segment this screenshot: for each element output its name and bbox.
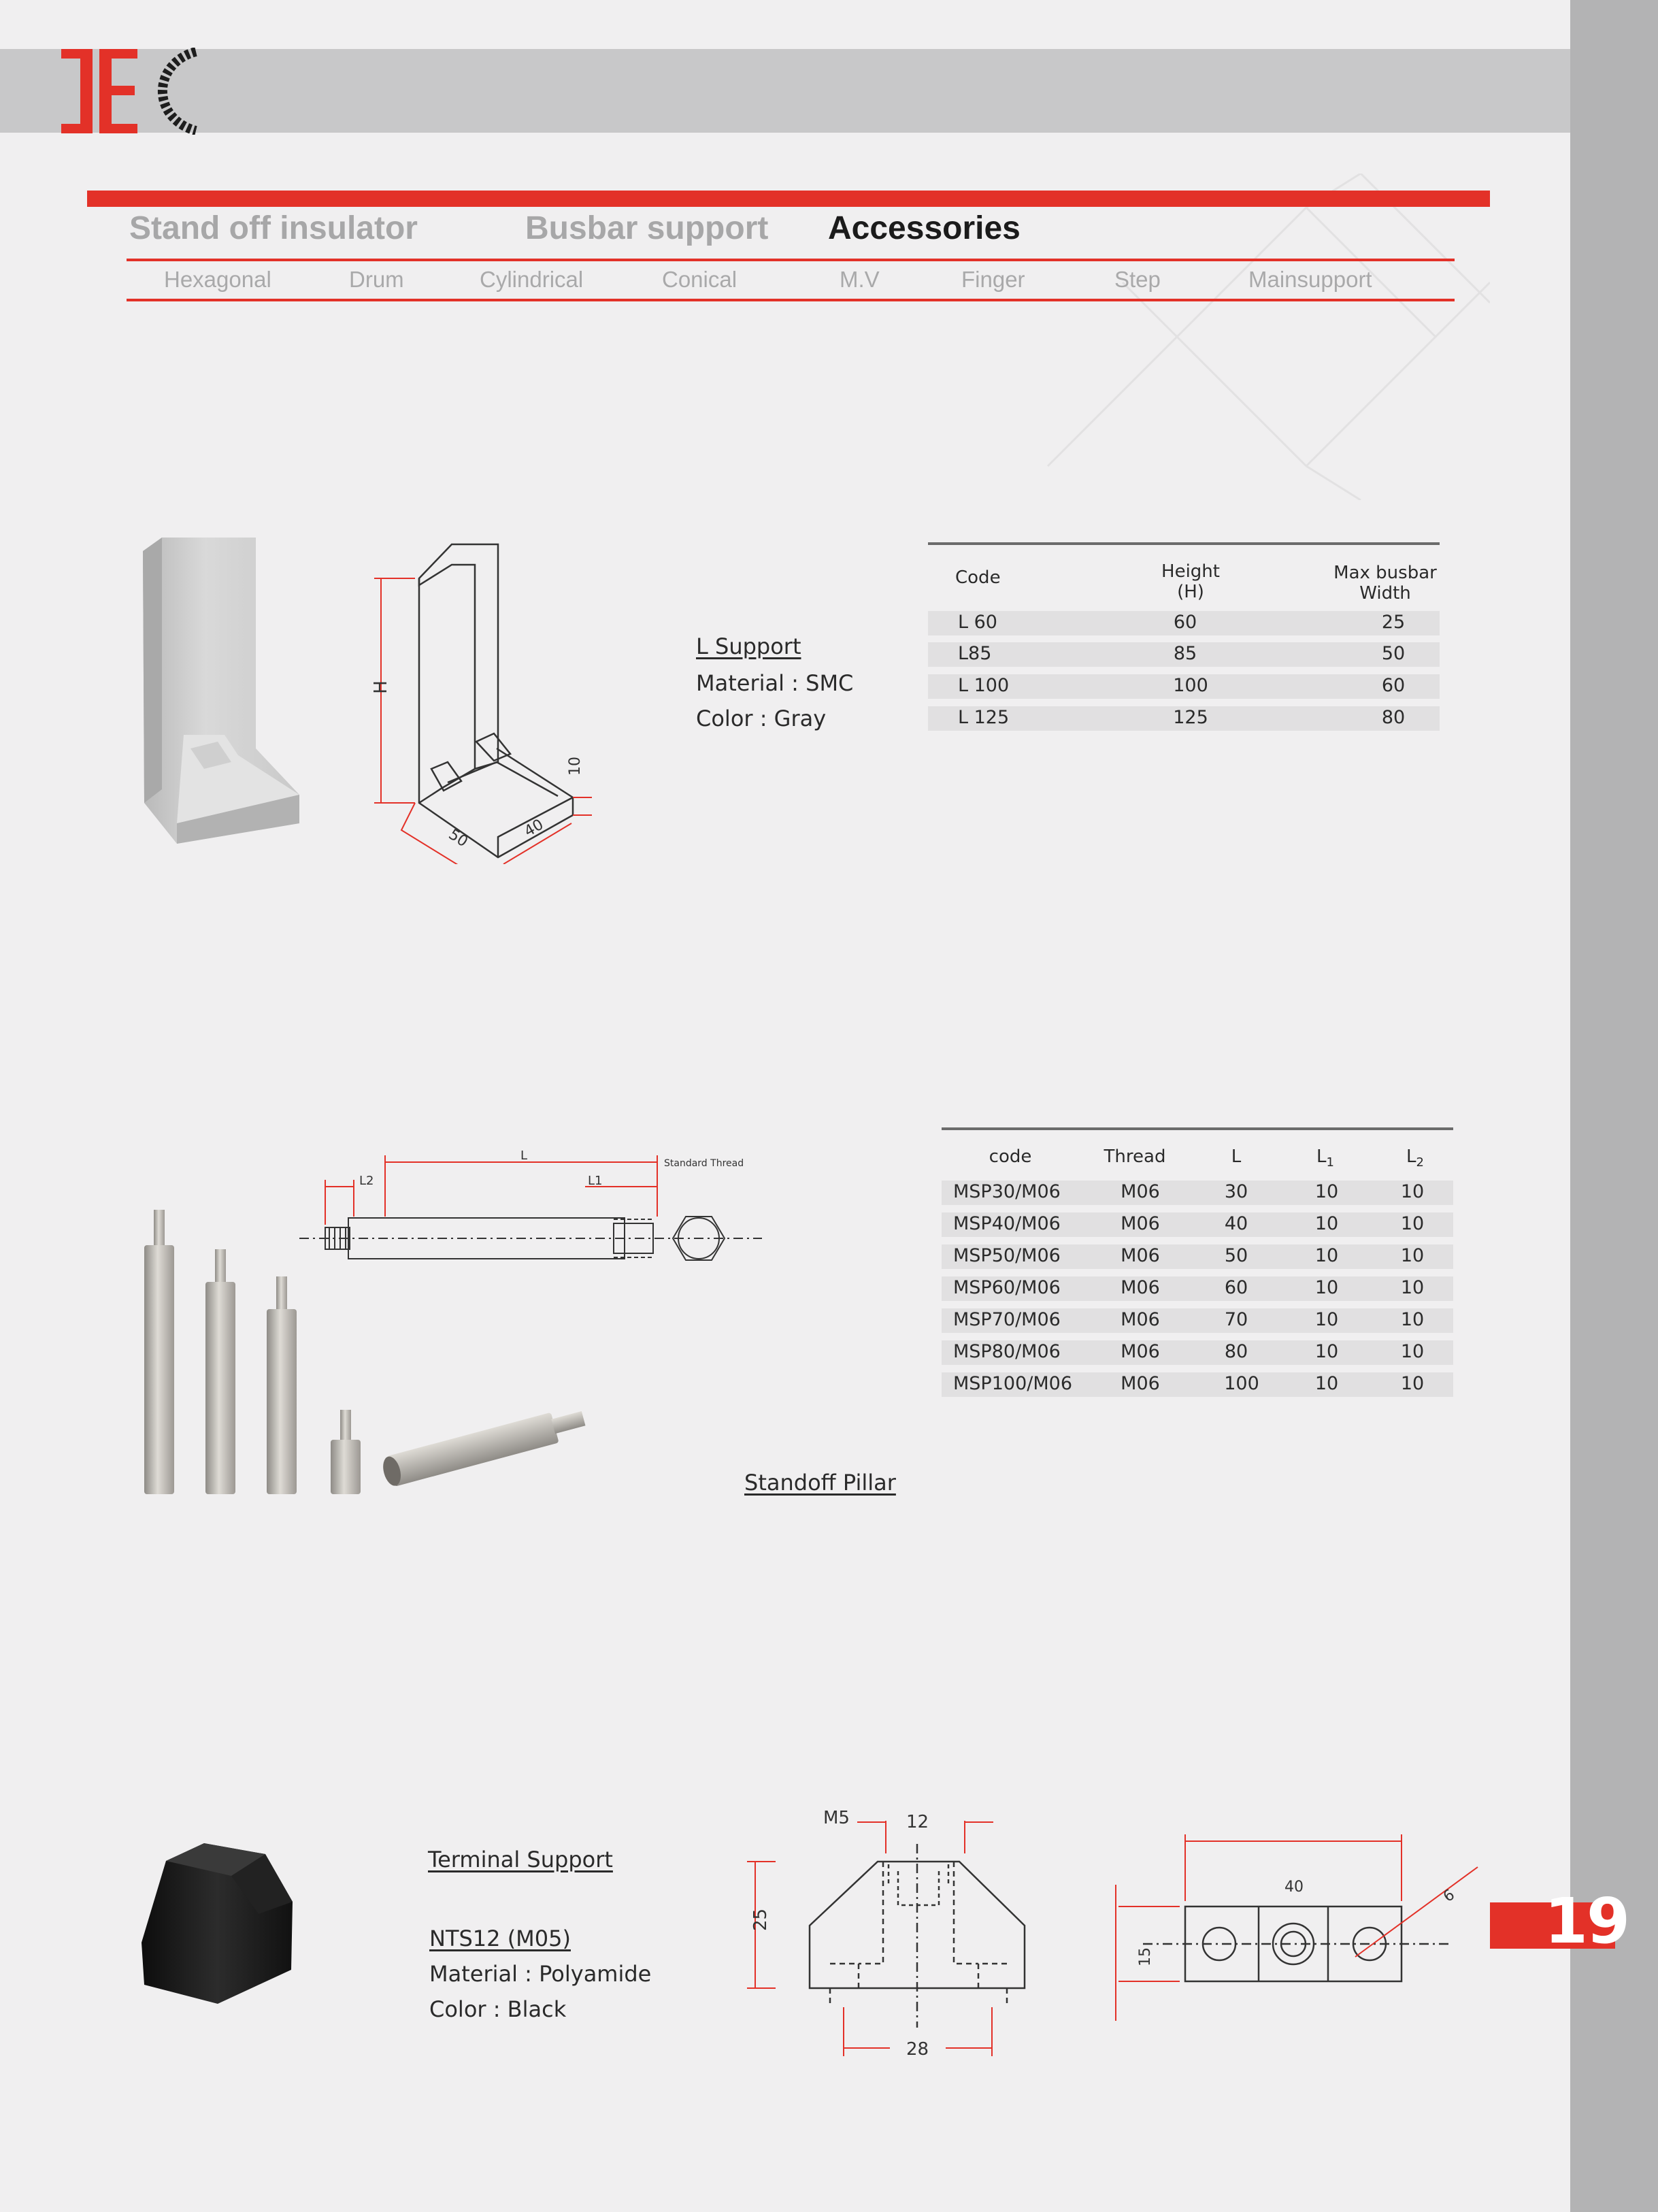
standoff-table-header-l: L — [1231, 1146, 1242, 1167]
standoff-cell-l: 50 — [1224, 1245, 1248, 1266]
terminal-front-dim-25: 25 — [750, 1908, 771, 1931]
l-table-cell-width: 60 — [1381, 675, 1406, 696]
l-table-cell-code: L85 — [958, 643, 992, 664]
l-support-dim-10: 10 — [567, 757, 584, 776]
standoff-cell-l1: 10 — [1314, 1213, 1339, 1234]
standoff-cell-thread: M06 — [1121, 1245, 1160, 1266]
l-support-photo — [136, 531, 313, 857]
l-table-cell-height: 60 — [1173, 612, 1197, 633]
page-number: 19 — [1544, 1885, 1629, 1958]
l-support-title: L Support — [696, 633, 801, 659]
terminal-front-dim-12: 12 — [906, 1812, 929, 1832]
terminal-support-photo — [136, 1834, 299, 2011]
standoff-cell-l2: 10 — [1400, 1309, 1425, 1330]
standoff-cell-l2: 10 — [1400, 1245, 1425, 1266]
standoff-cell-code: MSP100/M06 — [953, 1373, 1072, 1394]
standoff-cell-l: 100 — [1224, 1373, 1259, 1394]
terminal-support-color: Color : Black — [429, 1996, 567, 2022]
category-stand-off-insulator[interactable]: Stand off insulator — [129, 210, 418, 246]
standoff-header-l2-sub: 2 — [1416, 1155, 1424, 1170]
l-table-header-width-line1: Max busbar — [1333, 563, 1437, 583]
standoff-dim-l2: L2 — [359, 1174, 374, 1188]
l-support-color: Color : Gray — [696, 706, 827, 731]
l-support-dim-h: H — [371, 680, 391, 694]
category-accessories[interactable]: Accessories — [828, 210, 1021, 246]
l-table-header-code: Code — [955, 567, 1001, 588]
standoff-cell-l: 70 — [1224, 1309, 1248, 1330]
terminal-support-title: Terminal Support — [428, 1847, 613, 1872]
standoff-dim-l1: L1 — [588, 1174, 603, 1188]
category-busbar-support[interactable]: Busbar support — [525, 210, 769, 246]
terminal-front-dim-28: 28 — [906, 2039, 929, 2060]
l-table-header-width-line2: Width — [1359, 582, 1411, 604]
standoff-table-top-rule — [942, 1127, 1453, 1130]
l-table-cell-width: 80 — [1381, 707, 1406, 728]
standoff-cell-thread: M06 — [1121, 1277, 1160, 1298]
l-table-header-width — [1333, 563, 1437, 604]
l-support-drawing — [361, 538, 606, 864]
standoff-cell-l1: 10 — [1314, 1245, 1339, 1266]
standoff-cell-l2: 10 — [1400, 1341, 1425, 1362]
l-table-cell-width: 25 — [1381, 612, 1406, 633]
l-table-top-rule — [928, 542, 1440, 545]
standoff-cell-l: 80 — [1224, 1341, 1248, 1362]
standoff-dim-l: L — [520, 1149, 528, 1163]
standoff-cell-l: 60 — [1224, 1277, 1248, 1298]
subnav-drum[interactable]: Drum — [349, 267, 404, 292]
l-table-cell-height: 100 — [1173, 675, 1208, 696]
company-logo-icon — [60, 48, 203, 135]
standoff-pillar-drawing — [299, 1149, 789, 1278]
terminal-front-dim-m5: M5 — [823, 1808, 850, 1828]
standoff-header-l2-base: L — [1406, 1146, 1416, 1167]
l-support-dim-40: 40 — [521, 816, 547, 841]
standoff-cell-l2: 10 — [1400, 1181, 1425, 1202]
subnav-step[interactable]: Step — [1114, 267, 1161, 292]
subnav-mv[interactable]: M.V — [840, 267, 880, 292]
l-table-cell-code: L 60 — [958, 612, 997, 633]
standoff-cell-thread: M06 — [1121, 1181, 1160, 1202]
terminal-front-drawing — [735, 1803, 1048, 2068]
background-diamond-pattern — [1041, 174, 1490, 500]
standoff-cell-l2: 10 — [1400, 1213, 1425, 1234]
standoff-cell-code: MSP60/M06 — [953, 1277, 1061, 1298]
l-table-header-height-line1: Height — [1161, 561, 1220, 582]
standoff-cell-thread: M06 — [1121, 1309, 1160, 1330]
l-table-cell-width: 50 — [1381, 643, 1406, 664]
l-table-cell-height: 125 — [1173, 707, 1208, 728]
subnav-cylindrical[interactable]: Cylindrical — [480, 267, 584, 292]
subnav-hexagonal[interactable]: Hexagonal — [164, 267, 271, 292]
subnav-top-line — [127, 259, 1455, 261]
standoff-cell-code: MSP30/M06 — [953, 1181, 1061, 1202]
l-table-cell-code: L 100 — [958, 675, 1010, 696]
standoff-cell-l2: 10 — [1400, 1373, 1425, 1394]
standoff-cell-code: MSP70/M06 — [953, 1309, 1061, 1330]
l-table-cell-height: 85 — [1173, 643, 1197, 664]
standoff-cell-l2: 10 — [1400, 1277, 1425, 1298]
header-band — [0, 49, 1570, 133]
standoff-cell-thread: M06 — [1121, 1341, 1160, 1362]
standoff-cell-code: MSP40/M06 — [953, 1213, 1061, 1234]
terminal-top-drawing — [1102, 1830, 1483, 2028]
standoff-cell-code: MSP80/M06 — [953, 1341, 1061, 1362]
l-support-material: Material : SMC — [696, 670, 854, 696]
terminal-top-dim-6: 6 — [1440, 1886, 1458, 1906]
terminal-support-model: NTS12 (M05) — [429, 1926, 571, 1951]
standoff-pillar-title: Standoff Pillar — [744, 1470, 896, 1496]
standoff-cell-l: 30 — [1224, 1181, 1248, 1202]
l-table-header-height-line2: (H) — [1177, 581, 1204, 602]
standoff-cell-code: MSP50/M06 — [953, 1245, 1061, 1266]
terminal-top-dim-40: 40 — [1284, 1879, 1304, 1896]
page-side-strip — [1570, 0, 1658, 2212]
standoff-table-header-thread: Thread — [1104, 1146, 1166, 1167]
standoff-cell-l1: 10 — [1314, 1181, 1339, 1202]
subnav-bottom-line — [127, 299, 1455, 301]
standoff-cell-l: 40 — [1224, 1213, 1248, 1234]
category-red-rule — [87, 191, 1490, 207]
standoff-cell-l1: 10 — [1314, 1309, 1339, 1330]
l-support-dim-50: 50 — [445, 826, 471, 851]
standoff-cell-l1: 10 — [1314, 1373, 1339, 1394]
subnav-finger[interactable]: Finger — [961, 267, 1025, 292]
standoff-cell-thread: M06 — [1121, 1213, 1160, 1234]
standoff-cell-l1: 10 — [1314, 1277, 1339, 1298]
standoff-cell-thread: M06 — [1121, 1373, 1160, 1394]
subnav-mainsupport[interactable]: Mainsupport — [1248, 267, 1372, 292]
subnav-conical[interactable]: Conical — [662, 267, 737, 292]
l-table-cell-code: L 125 — [958, 707, 1010, 728]
standoff-standard-thread: Standard Thread — [664, 1158, 744, 1169]
standoff-header-l1-sub: 1 — [1326, 1155, 1334, 1170]
terminal-support-material: Material : Polyamide — [429, 1961, 652, 1987]
standoff-header-l1-base: L — [1316, 1146, 1327, 1167]
standoff-table-header-l1 — [1316, 1147, 1334, 1170]
l-table-header-height — [1161, 562, 1220, 603]
standoff-table-header-l2 — [1406, 1147, 1424, 1170]
terminal-top-dim-15: 15 — [1137, 1947, 1154, 1966]
standoff-table-header-code: code — [989, 1146, 1032, 1167]
standoff-cell-l1: 10 — [1314, 1341, 1339, 1362]
